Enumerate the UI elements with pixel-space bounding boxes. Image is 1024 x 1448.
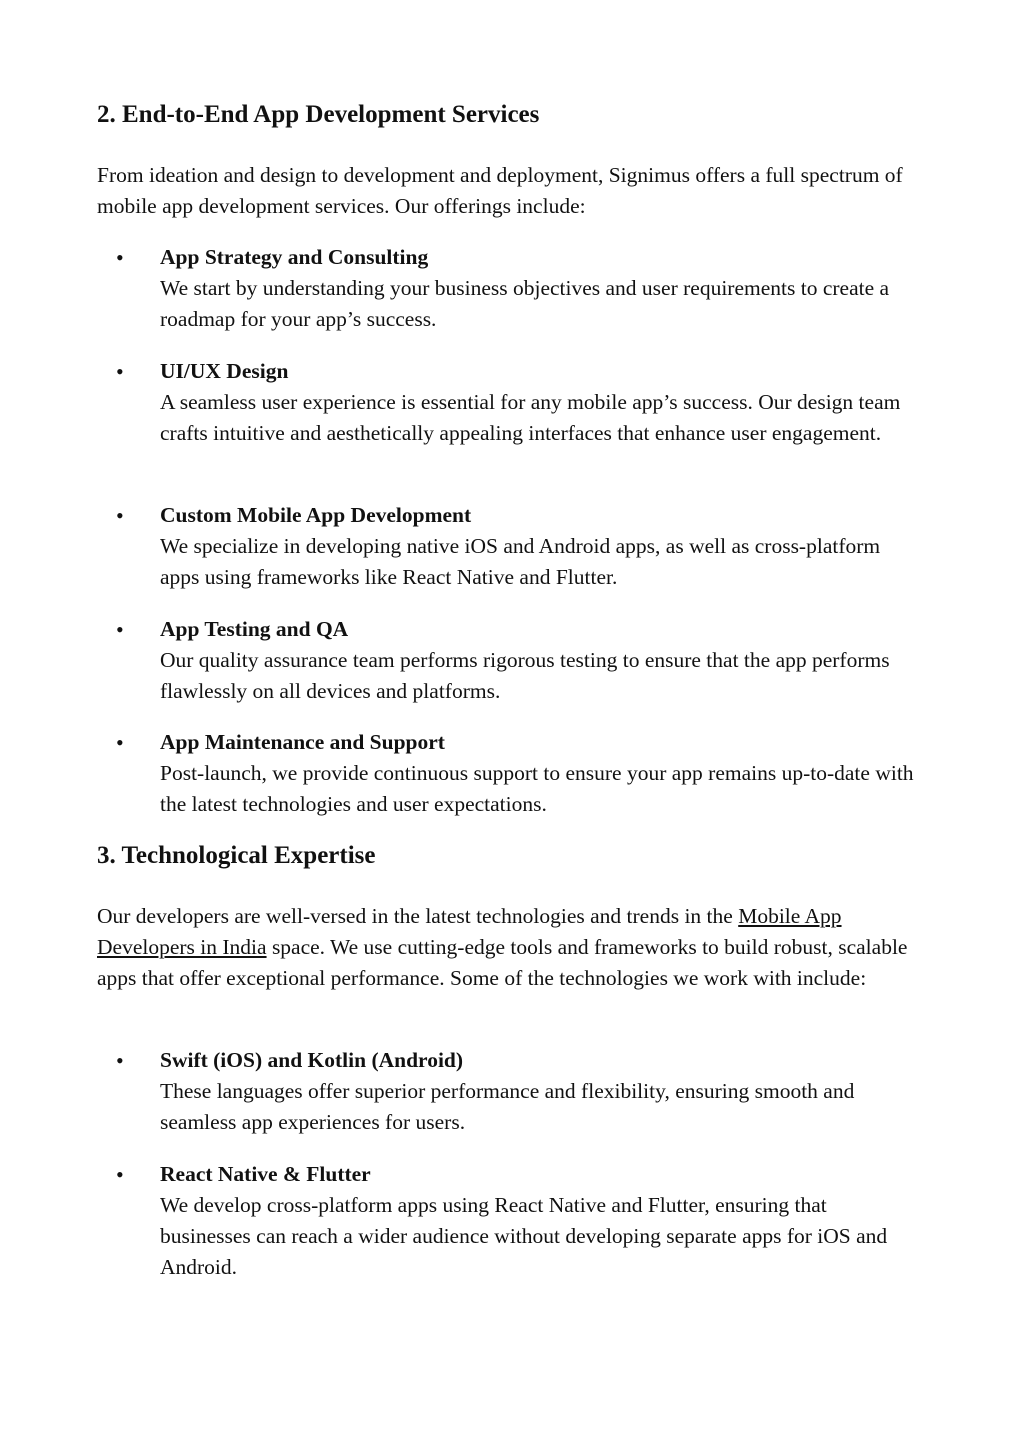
list-item-body bbox=[160, 727, 920, 820]
section-heading: 2. End-to-End App Development Services bbox=[97, 101, 540, 128]
bullet-marker: • bbox=[116, 245, 124, 270]
list-item-description: A seamless user experience is essential for any mobile app’s success. Our design team crafts intuitive and aesthetically appealing interfaces that enhance user engagement. bbox=[160, 390, 901, 445]
list-item-description: We specialize in developing native iOS and Android apps, as well as cross-platform apps using frameworks like React Native and Flutter. bbox=[160, 534, 881, 589]
list-item-body bbox=[160, 242, 920, 335]
list-item-description: Our quality assurance team performs rigorous testing to ensure that the app performs flawlessly on all devices and platforms. bbox=[160, 648, 890, 703]
section-heading: 3. Technological Expertise bbox=[97, 842, 376, 869]
list-item-body bbox=[160, 356, 920, 449]
intro-text: Our developers are well-versed in the latest technologies and trends in the bbox=[97, 904, 739, 928]
list-item-title: React Native & Flutter bbox=[160, 1162, 371, 1186]
list-item-title: Custom Mobile App Development bbox=[160, 503, 472, 527]
list-item-description: We develop cross-platform apps using React Native and Flutter, ensuring that businesses can reach a wider audience without developing separate apps for iOS and Android. bbox=[160, 1193, 888, 1279]
bullet-marker: • bbox=[116, 1162, 124, 1187]
bullet-marker: • bbox=[116, 503, 124, 528]
mobile-app-developers-link[interactable]: Mobile App Developers in India bbox=[97, 904, 842, 959]
list-item-title: App Testing and QA bbox=[160, 617, 349, 641]
section-intro bbox=[97, 901, 927, 994]
list-item-description: These languages offer superior performance and flexibility, ensuring smooth and seamless app experiences for users. bbox=[160, 1079, 855, 1134]
list-item-body bbox=[160, 1159, 920, 1283]
intro-text: space. We use cutting-edge tools and frameworks to build robust, scalable apps that offer exceptional performance. Some of the technologies we work with include: bbox=[97, 935, 908, 990]
bullet-marker: • bbox=[116, 617, 124, 642]
bullet-marker: • bbox=[116, 730, 124, 755]
list-item-description: We start by understanding your business objectives and user requirements to create a roadmap for your app’s success. bbox=[160, 276, 890, 331]
list-item-title: App Maintenance and Support bbox=[160, 730, 445, 754]
list-item-body bbox=[160, 500, 920, 593]
list-item-title: UI/UX Design bbox=[160, 359, 289, 383]
list-item-description: Post-launch, we provide continuous support to ensure your app remains up-to-date with the latest technologies and user expectations. bbox=[160, 761, 914, 816]
list-item-body bbox=[160, 1045, 920, 1138]
list-item-title: App Strategy and Consulting bbox=[160, 245, 429, 269]
bullet-marker: • bbox=[116, 1048, 124, 1073]
bullet-marker: • bbox=[116, 359, 124, 384]
list-item-body bbox=[160, 614, 920, 707]
list-item-title: Swift (iOS) and Kotlin (Android) bbox=[160, 1048, 464, 1072]
section-intro: From ideation and design to development and deployment, Signimus offers a full spectrum of mobile app development services. Our offerings include: bbox=[97, 163, 903, 218]
